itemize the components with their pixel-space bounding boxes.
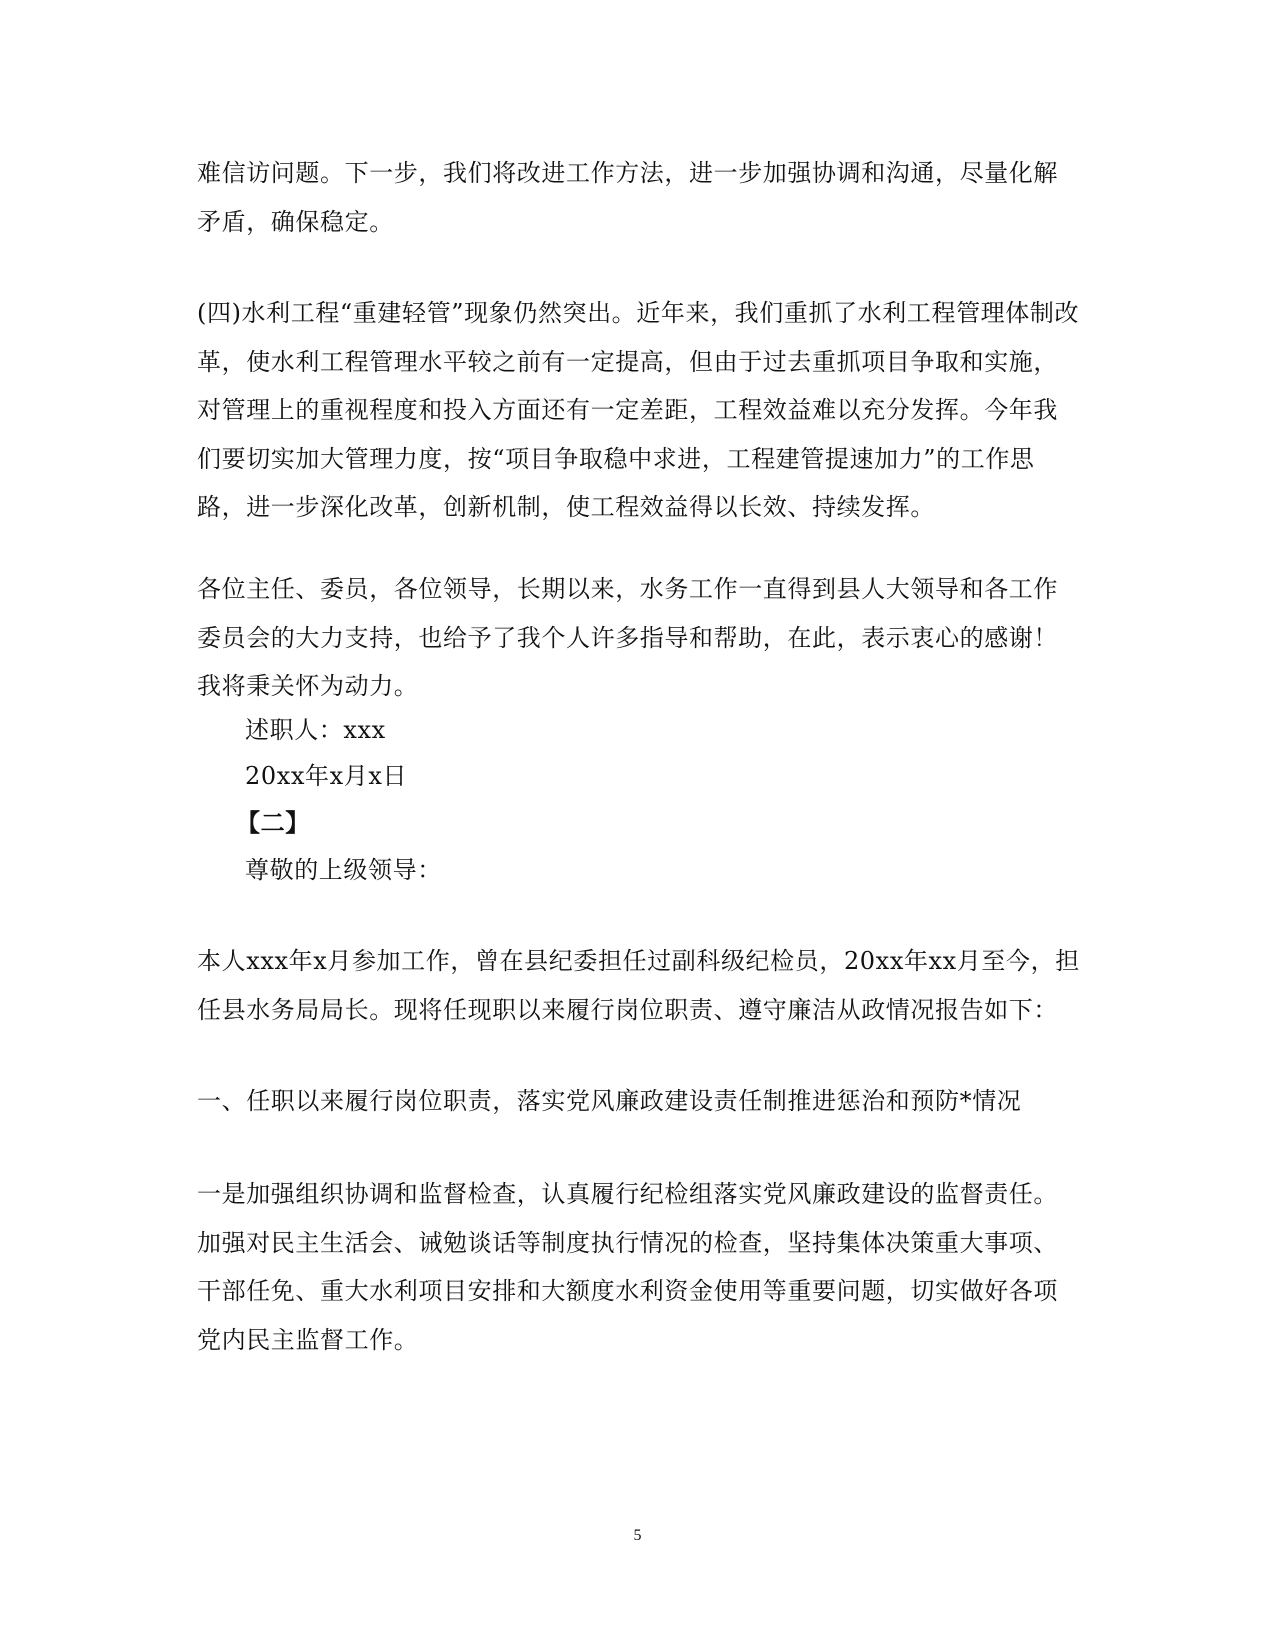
paragraph-point-one: 一是加强组织协调和监督检查，认真履行纪检组落实党风廉政建设的监督责任。加强对民主生活会、诫勉谈话等制度执行情况的检查，坚持集体决策重大事项、干部任免、重大水利项目安排和大额度水利资金使用等重要问题，切实做好各项党内民主监督工作。 — [197, 1180, 1058, 1354]
signer-line: 述职人：xxx — [245, 716, 386, 744]
paragraph-continuation: 难信访问题。下一步，我们将改进工作方法，进一步加强协调和沟通，尽量化解矛盾，确保稳定。 — [197, 159, 1058, 236]
salutation-line: 尊敬的上级领导： — [245, 856, 442, 884]
date-line: 20xx年x月x日 — [245, 762, 408, 790]
paragraph-introduction: 本人xxx年x月参加工作，曾在县纪委担任过副科级纪检员，20xx年xx月至今，担任县水务局局长。现将任现职以来履行岗位职责、遵守廉洁从政情况报告如下： — [197, 947, 1080, 1024]
section-heading-one: 一、任职以来履行岗位职责，落实党风廉政建设责任制推进惩治和预防*情况 — [197, 1087, 1022, 1115]
paragraph-section-four: (四)水利工程“重建轻管”现象仍然突出。近年来，我们重抓了水利工程管理体制改革，使水利工程管理水平较之前有一定提高，但由于过去重抓项目争取和实施，对管理上的重视程度和投入方面还有一定差距，工程效益难以充分发挥。今年我们要切实加大管理力度，按“项目争取稳中求进，工程建管提速加力”的工作思路，进一步深化改革，创新机制，使工程效益得以长效、持续发挥。 — [197, 299, 1080, 521]
section-marker: 【二】 — [236, 808, 310, 837]
page-number: 5 — [633, 1527, 642, 1544]
paragraph-thanks: 各位主任、委员，各位领导，长期以来，水务工作一直得到县人大领导和各工作委员会的大力支持，也给予了我个人许多指导和帮助，在此，表示衷心的感谢！我将秉关怀为动力。 — [197, 575, 1058, 700]
